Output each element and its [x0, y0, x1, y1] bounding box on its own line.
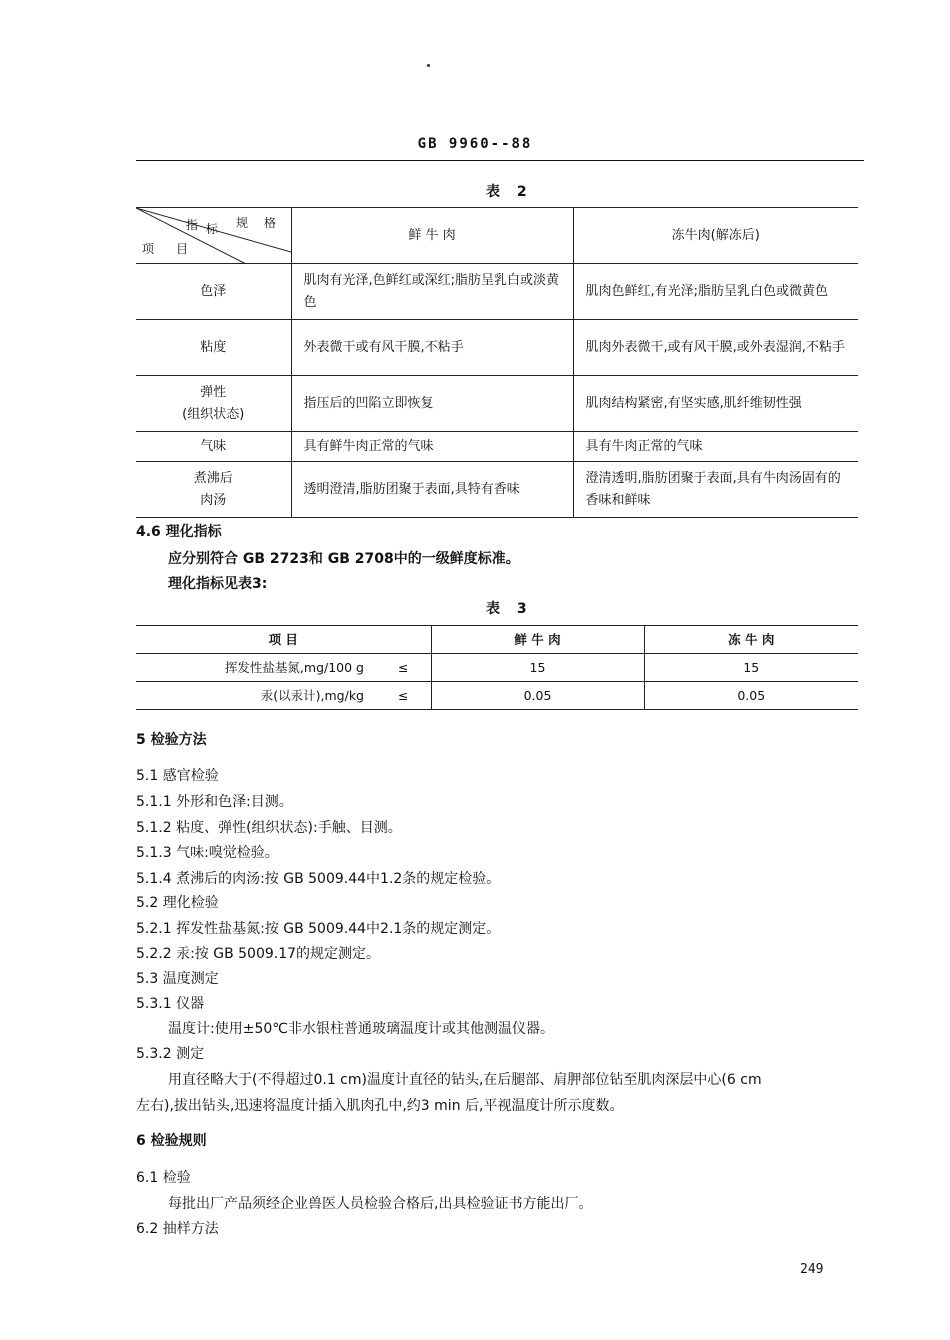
cell-frozen: 15 — [644, 654, 858, 682]
cell-frozen: 肌肉色鲜红,有光泽;脂肪呈乳白色或微黄色 — [573, 264, 858, 320]
row-sign: ≤ — [376, 682, 431, 710]
col-header-fresh: 鲜 牛 肉 — [431, 626, 644, 654]
subsection-heading: 5.3 温度测定 — [136, 971, 219, 987]
paragraph: 用直径略大于(不得超过0.1 cm)温度计直径的钻头,在后腿部、肩胛部位钻至肌肉深层中心(6 cm — [168, 1072, 762, 1088]
paragraph: 5.2.2 汞:按 GB 5009.17的规定测定。 — [136, 946, 381, 962]
row-sign: ≤ — [376, 654, 431, 682]
paragraph: 应分别符合 GB 2723和 GB 2708中的一级鲜度标准。 — [168, 551, 520, 567]
cell-fresh: 0.05 — [431, 682, 644, 710]
table-row — [136, 264, 858, 320]
scan-speck — [427, 64, 430, 67]
row-item-line: 肉汤 — [200, 492, 227, 508]
table3-header-row — [136, 626, 858, 654]
section-heading: 5 检验方法 — [136, 732, 207, 748]
corner-label: 标 — [206, 222, 219, 236]
subsection-heading: 6.2 抽样方法 — [136, 1221, 219, 1237]
subsection-heading: 5.1 感官检验 — [136, 768, 219, 784]
cell-fresh: 具有鲜牛肉正常的气味 — [291, 432, 573, 462]
cell-frozen: 澄清透明,脂肪团聚于表面,具有牛肉汤固有的香味和鲜味 — [573, 462, 858, 518]
paragraph: 5.1.1 外形和色泽:目测。 — [136, 794, 293, 810]
corner-label: 项 — [142, 242, 155, 256]
row-item: 气味 — [136, 432, 291, 462]
section-heading: 4.6 理化指标 — [136, 524, 222, 540]
col-header-item: 项 目 — [136, 626, 431, 654]
section-heading: 6 检验规则 — [136, 1133, 207, 1149]
table-row — [136, 432, 858, 462]
row-item-line: 煮沸后 — [193, 470, 233, 486]
paragraph: 理化指标见表3: — [168, 576, 268, 592]
row-item: 色泽 — [136, 264, 291, 320]
col-header-frozen: 冻 牛 肉 — [644, 626, 858, 654]
paragraph: 5.1.2 粘度、弹性(组织状态):手触、目测。 — [136, 820, 402, 836]
table-row — [136, 376, 858, 432]
corner-label: 目 — [176, 242, 189, 256]
corner-label: 规 — [236, 216, 249, 230]
paragraph: 5.2.1 挥发性盐基氮:按 GB 5009.44中2.1条的规定测定。 — [136, 921, 501, 937]
subsection-heading: 5.3.2 测定 — [136, 1046, 205, 1062]
cell-fresh: 透明澄清,脂肪团聚于表面,具特有香味 — [291, 462, 573, 518]
row-item: 挥发性盐基氮,mg/100 g — [136, 654, 376, 682]
standard-code: GB 9960--88 — [417, 136, 533, 152]
row-item-line: 弹性 — [200, 384, 227, 400]
table-row — [136, 654, 858, 682]
subsection-heading: 6.1 检验 — [136, 1170, 191, 1186]
row-item: 粘度 — [136, 320, 291, 376]
col-header-frozen: 冻牛肉(解冻后) — [573, 208, 858, 264]
paragraph: 左右),拔出钻头,迅速将温度计插入肌肉孔中,约3 min 后,平视温度计所示度数。 — [136, 1098, 624, 1114]
row-item — [136, 462, 291, 518]
corner-label: 指 — [186, 218, 199, 232]
table-row — [136, 462, 858, 518]
table3 — [136, 625, 858, 710]
table2 — [136, 207, 858, 518]
page-number: 249 — [800, 1262, 824, 1277]
cell-frozen: 0.05 — [644, 682, 858, 710]
table2-header-row — [136, 208, 858, 264]
cell-frozen: 具有牛肉正常的气味 — [573, 432, 858, 462]
subsection-heading: 5.3.1 仪器 — [136, 996, 205, 1012]
cell-fresh: 15 — [431, 654, 644, 682]
row-item — [136, 376, 291, 432]
table2-caption: 表 2 — [486, 184, 533, 200]
table-row — [136, 320, 858, 376]
cell-fresh: 肌肉有光泽,色鲜红或深红;脂肪呈乳白或淡黄色 — [291, 264, 573, 320]
header-rule — [136, 160, 864, 161]
paragraph: 5.1.4 煮沸后的肉汤:按 GB 5009.44中1.2条的规定检验。 — [136, 871, 501, 887]
table2-corner-cell — [136, 208, 291, 264]
row-item-line: (组织状态) — [182, 406, 245, 422]
table3-caption: 表 3 — [486, 601, 533, 617]
paragraph: 温度计:使用±50℃非水银柱普通玻璃温度计或其他测温仪器。 — [168, 1021, 554, 1037]
corner-label: 格 — [264, 216, 277, 230]
row-item: 汞(以汞计),mg/kg — [136, 682, 376, 710]
paragraph: 每批出厂产品须经企业兽医人员检验合格后,出具检验证书方能出厂。 — [168, 1196, 593, 1212]
paragraph: 5.1.3 气味:嗅觉检验。 — [136, 845, 279, 861]
col-header-fresh: 鲜 牛 肉 — [291, 208, 573, 264]
cell-fresh: 指压后的凹陷立即恢复 — [291, 376, 573, 432]
table-row — [136, 682, 858, 710]
cell-frozen: 肌肉结构紧密,有坚实感,肌纤维韧性强 — [573, 376, 858, 432]
cell-frozen: 肌肉外表微干,或有风干膜,或外表湿润,不粘手 — [573, 320, 858, 376]
subsection-heading: 5.2 理化检验 — [136, 895, 219, 911]
cell-fresh: 外表微干或有风干膜,不粘手 — [291, 320, 573, 376]
